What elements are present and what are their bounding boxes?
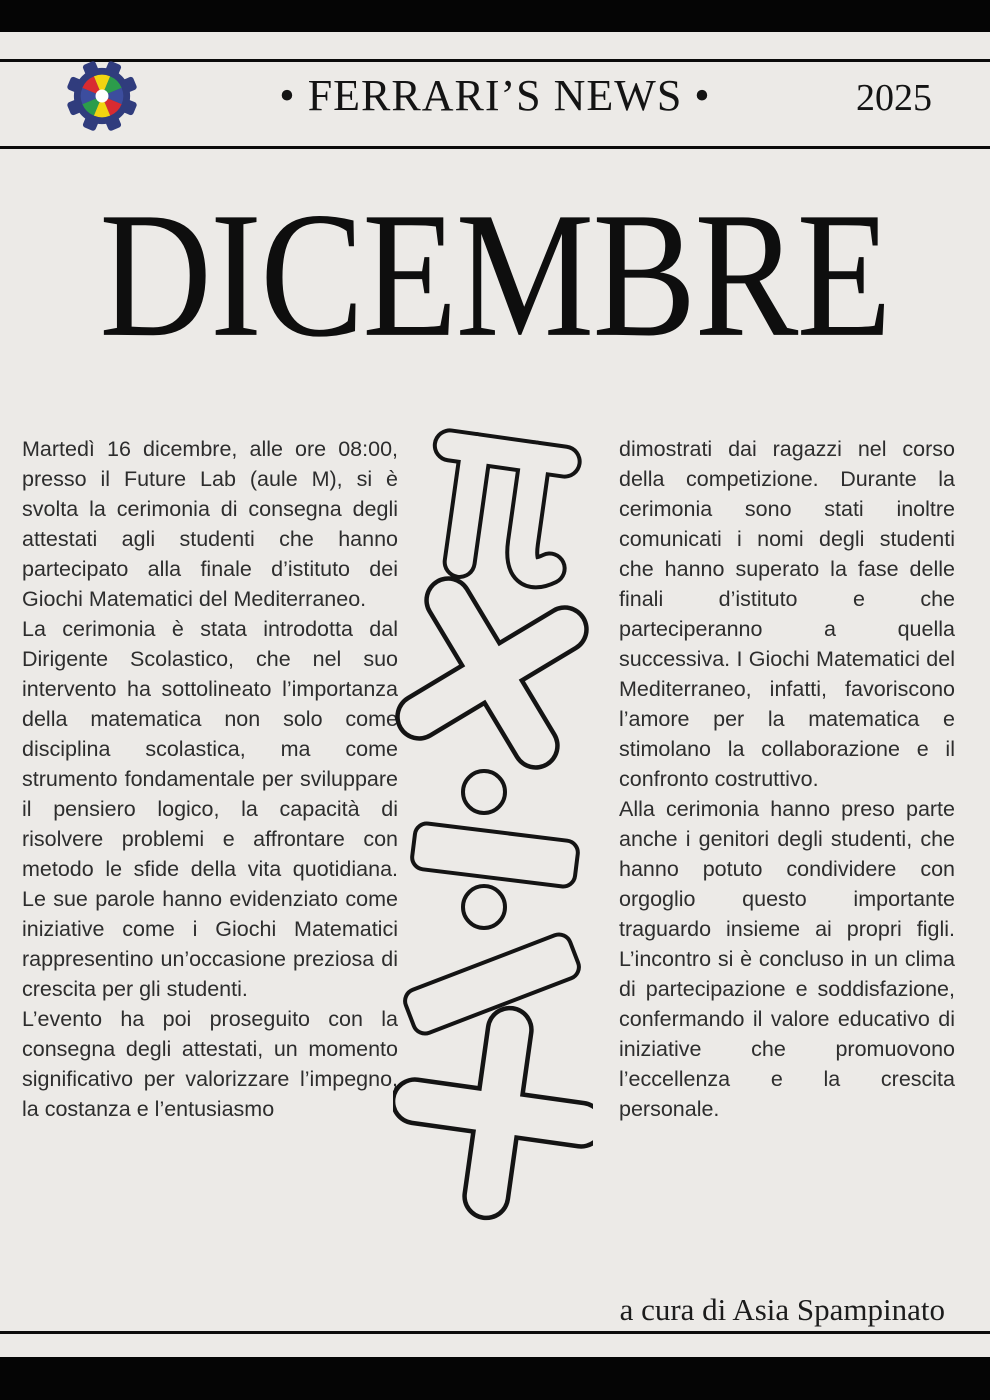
article-left-column bbox=[22, 434, 398, 1124]
division-dot-icon bbox=[463, 771, 505, 813]
header-top-rule bbox=[0, 59, 990, 62]
paragraph: Martedì 16 dicembre, alle ore 08:00, presso il Future Lab (aule M), si è svolta la cerimonia di consegna degli attestati agli studenti che hanno partecipato alla finale d’istituto dei Giochi Matematici del Mediterraneo. bbox=[22, 437, 398, 611]
header-bottom-rule bbox=[0, 146, 990, 149]
multiplication-symbol-icon bbox=[419, 600, 564, 745]
paragraph: L’evento ha poi proseguito con la consegna degli attestati, un momento significativo per valorizzare l’impegno, la costanza e l’entusiasmo bbox=[22, 1007, 398, 1121]
article-right-column bbox=[619, 434, 955, 1124]
division-dot-icon bbox=[463, 886, 505, 928]
author-byline: a cura di Asia Spampinato bbox=[619, 1292, 945, 1327]
pi-symbol-icon bbox=[434, 445, 565, 574]
top-black-bar bbox=[0, 0, 990, 32]
masthead-year: 2025 bbox=[856, 77, 932, 119]
masthead-title: • FERRARI’S NEWS • bbox=[279, 71, 711, 120]
paragraph: dimostrati dai ragazzi nel corso della competizione. Durante la cerimonia sono stati inoltre comunicati i nomi degli studenti che hanno superato la fase delle finali d’istituto e che parteciperanno a quella successiva. I Giochi Matematici del Mediterraneo, infatti, favoriscono l’amore per la matematica e stimolano la collaborazione e il confronto costruttivo. bbox=[619, 437, 955, 791]
page-title: DICEMBRE bbox=[99, 175, 891, 375]
bottom-black-bar bbox=[0, 1357, 990, 1400]
paragraph: La cerimonia è stata introdotta dal Dirigente Scolastico, che nel suo intervento ha sottolineato l’importanza della matematica non solo come disciplina scolastica, ma come strumento fondamentale per sviluppare il pensiero logico, la capacità di risolvere problemi e affrontare con metodo le sfide della vita quotidiana. Le sue parole hanno evidenziato come iniziative come i Giochi Matematici rappresentino un’occasione preziosa di crescita per gli studenti. bbox=[22, 617, 398, 1001]
paragraph: Alla cerimonia hanno preso parte anche i genitori degli studenti, che hanno potuto condividere con orgoglio questo importante traguardo insieme ai propri figli. L’incontro si è concluso in un clima di partecipazione e soddisfazione, confermando il valore educativo di iniziative che promuovono l’eccellenza e la crescita personale. bbox=[619, 797, 955, 1121]
division-bar-icon bbox=[411, 822, 579, 888]
footer-rule bbox=[0, 1331, 990, 1334]
headline-wrap bbox=[0, 175, 990, 375]
plus-symbol-icon bbox=[403, 1018, 593, 1208]
math-symbols-decoration bbox=[393, 408, 593, 1228]
